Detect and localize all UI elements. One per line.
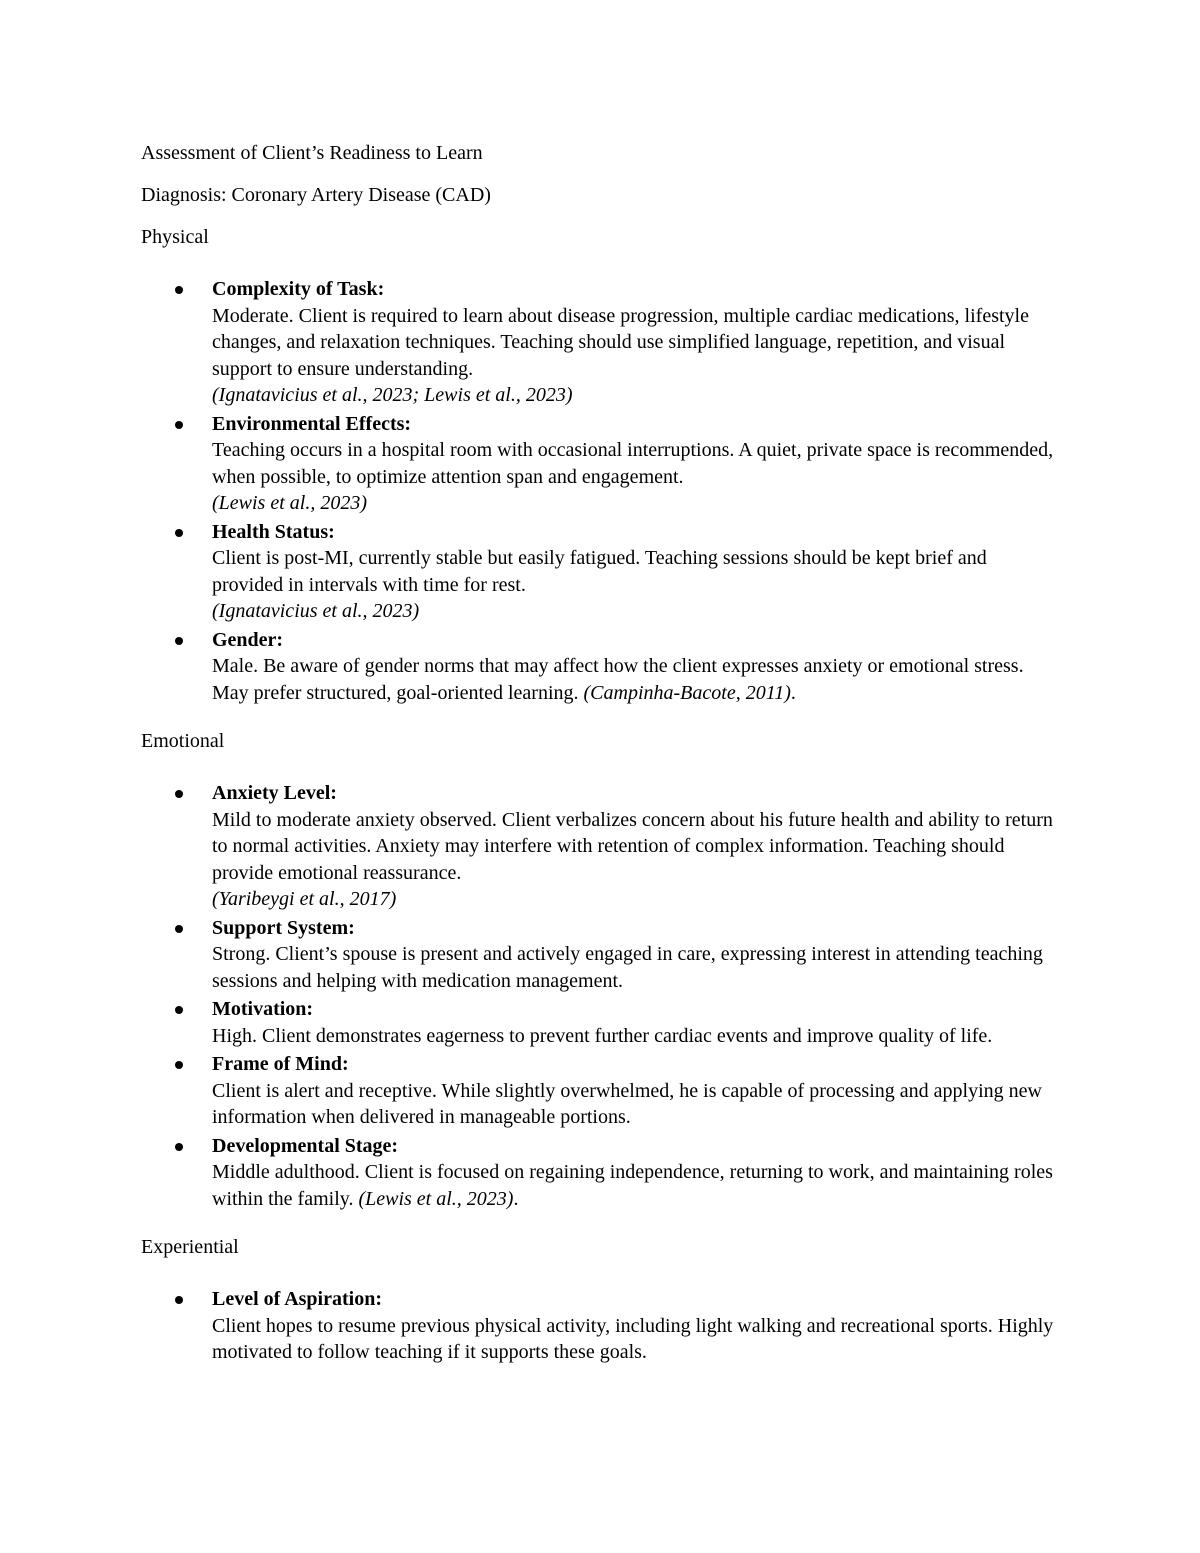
list-item [141,1051,1061,1131]
item-text-body: Middle adulthood. Client is focused on regaining independence, returning to work, and maintaining roles within the family. [212,1161,1053,1210]
emotional-list [141,780,1061,1212]
bullet-icon [175,1143,183,1151]
bullet-icon [175,286,183,294]
bullet-icon [175,421,183,429]
item-citation: (Ignatavicius et al., 2023; Lewis et al., 2023) [212,384,573,406]
item-citation: (Yaribeygi et al., 2017) [212,888,397,910]
bullet-icon [175,1296,183,1304]
item-text: Teaching occurs in a hospital room with occasional interruptions. A quiet, private space is recommended, when possible, to optimize attention span and engagement. [212,439,1054,488]
list-item [141,519,1061,625]
item-text-body: Male. Be aware of gender norms that may affect how the client expresses anxiety or emotional stress. May prefer structured, goal-oriented learning. [212,655,1024,704]
item-text [212,1159,1061,1212]
item-label: Complexity of Task: [212,278,385,300]
item-text: Moderate. Client is required to learn about disease progression, multiple cardiac medications, lifestyle changes, and relaxation techniques. Teaching should use simplified language, repetition, and visual support to ensure understanding. [212,304,1029,380]
item-label: Health Status: [212,520,335,543]
item-text: Client is post-MI, currently stable but easily fatigued. Teaching sessions should be kept brief and provided in intervals with time for rest. [212,547,987,596]
section-heading-physical: Physical [141,226,209,248]
item-label: Support System: [212,916,355,939]
bullet-icon [175,529,183,537]
item-citation: (Lewis et al., 2023) [358,1187,514,1210]
section-heading-emotional: Emotional [141,730,225,752]
bullet-icon [175,637,183,645]
item-text: High. Client demonstrates eagerness to prevent further cardiac events and improve quality of life. [212,1024,993,1047]
item-label: Developmental Stage: [212,1134,399,1157]
item-text: Strong. Client’s spouse is present and actively engaged in care, expressing interest in attending teaching sessions and helping with medication management. [212,943,1043,992]
item-trailing-period: . [790,681,796,704]
list-item [141,915,1061,995]
item-citation: (Lewis et al., 2023) [212,492,367,514]
item-text: Client is alert and receptive. While slightly overwhelmed, he is capable of processing and applying new information when delivered in manageable portions. [212,1079,1042,1128]
list-item [141,411,1061,517]
list-item [141,780,1061,913]
list-item [141,996,1061,1049]
document-title: Assessment of Client’s Readiness to Learn [141,142,483,164]
list-item [141,627,1061,707]
item-citation: (Campinha-Bacote, 2011) [583,681,791,704]
item-label: Motivation: [212,998,314,1020]
item-label: Frame of Mind: [212,1053,349,1075]
bullet-icon [175,790,183,798]
document-page [141,140,1061,1368]
bullet-icon [175,925,183,933]
bullet-icon [175,1061,183,1069]
item-text [212,653,1061,706]
experiential-list [141,1286,1061,1366]
bullet-icon [175,1006,183,1014]
item-text: Mild to moderate anxiety observed. Client verbalizes concern about his future health and ability to return to normal activities. Anxiety may interfere with retention of complex information. Teaching should provide emotional reassurance. [212,808,1053,884]
list-item [141,276,1061,409]
item-label: Gender: [212,628,284,651]
list-item [141,1133,1061,1213]
item-citation: (Ignatavicius et al., 2023) [212,600,420,622]
item-label: Anxiety Level: [212,782,337,804]
item-label: Environmental Effects: [212,412,412,435]
item-text: Client hopes to resume previous physical activity, including light walking and recreational sports. Highly motivated to follow teaching if it supports these goals. [212,1314,1054,1363]
section-heading-experiential: Experiential [141,1236,239,1258]
diagnosis-line: Diagnosis: Coronary Artery Disease (CAD) [141,184,491,206]
item-label: Level of Aspiration: [212,1288,382,1310]
item-trailing-period: . [513,1187,519,1210]
physical-list [141,276,1061,706]
list-item [141,1286,1061,1366]
